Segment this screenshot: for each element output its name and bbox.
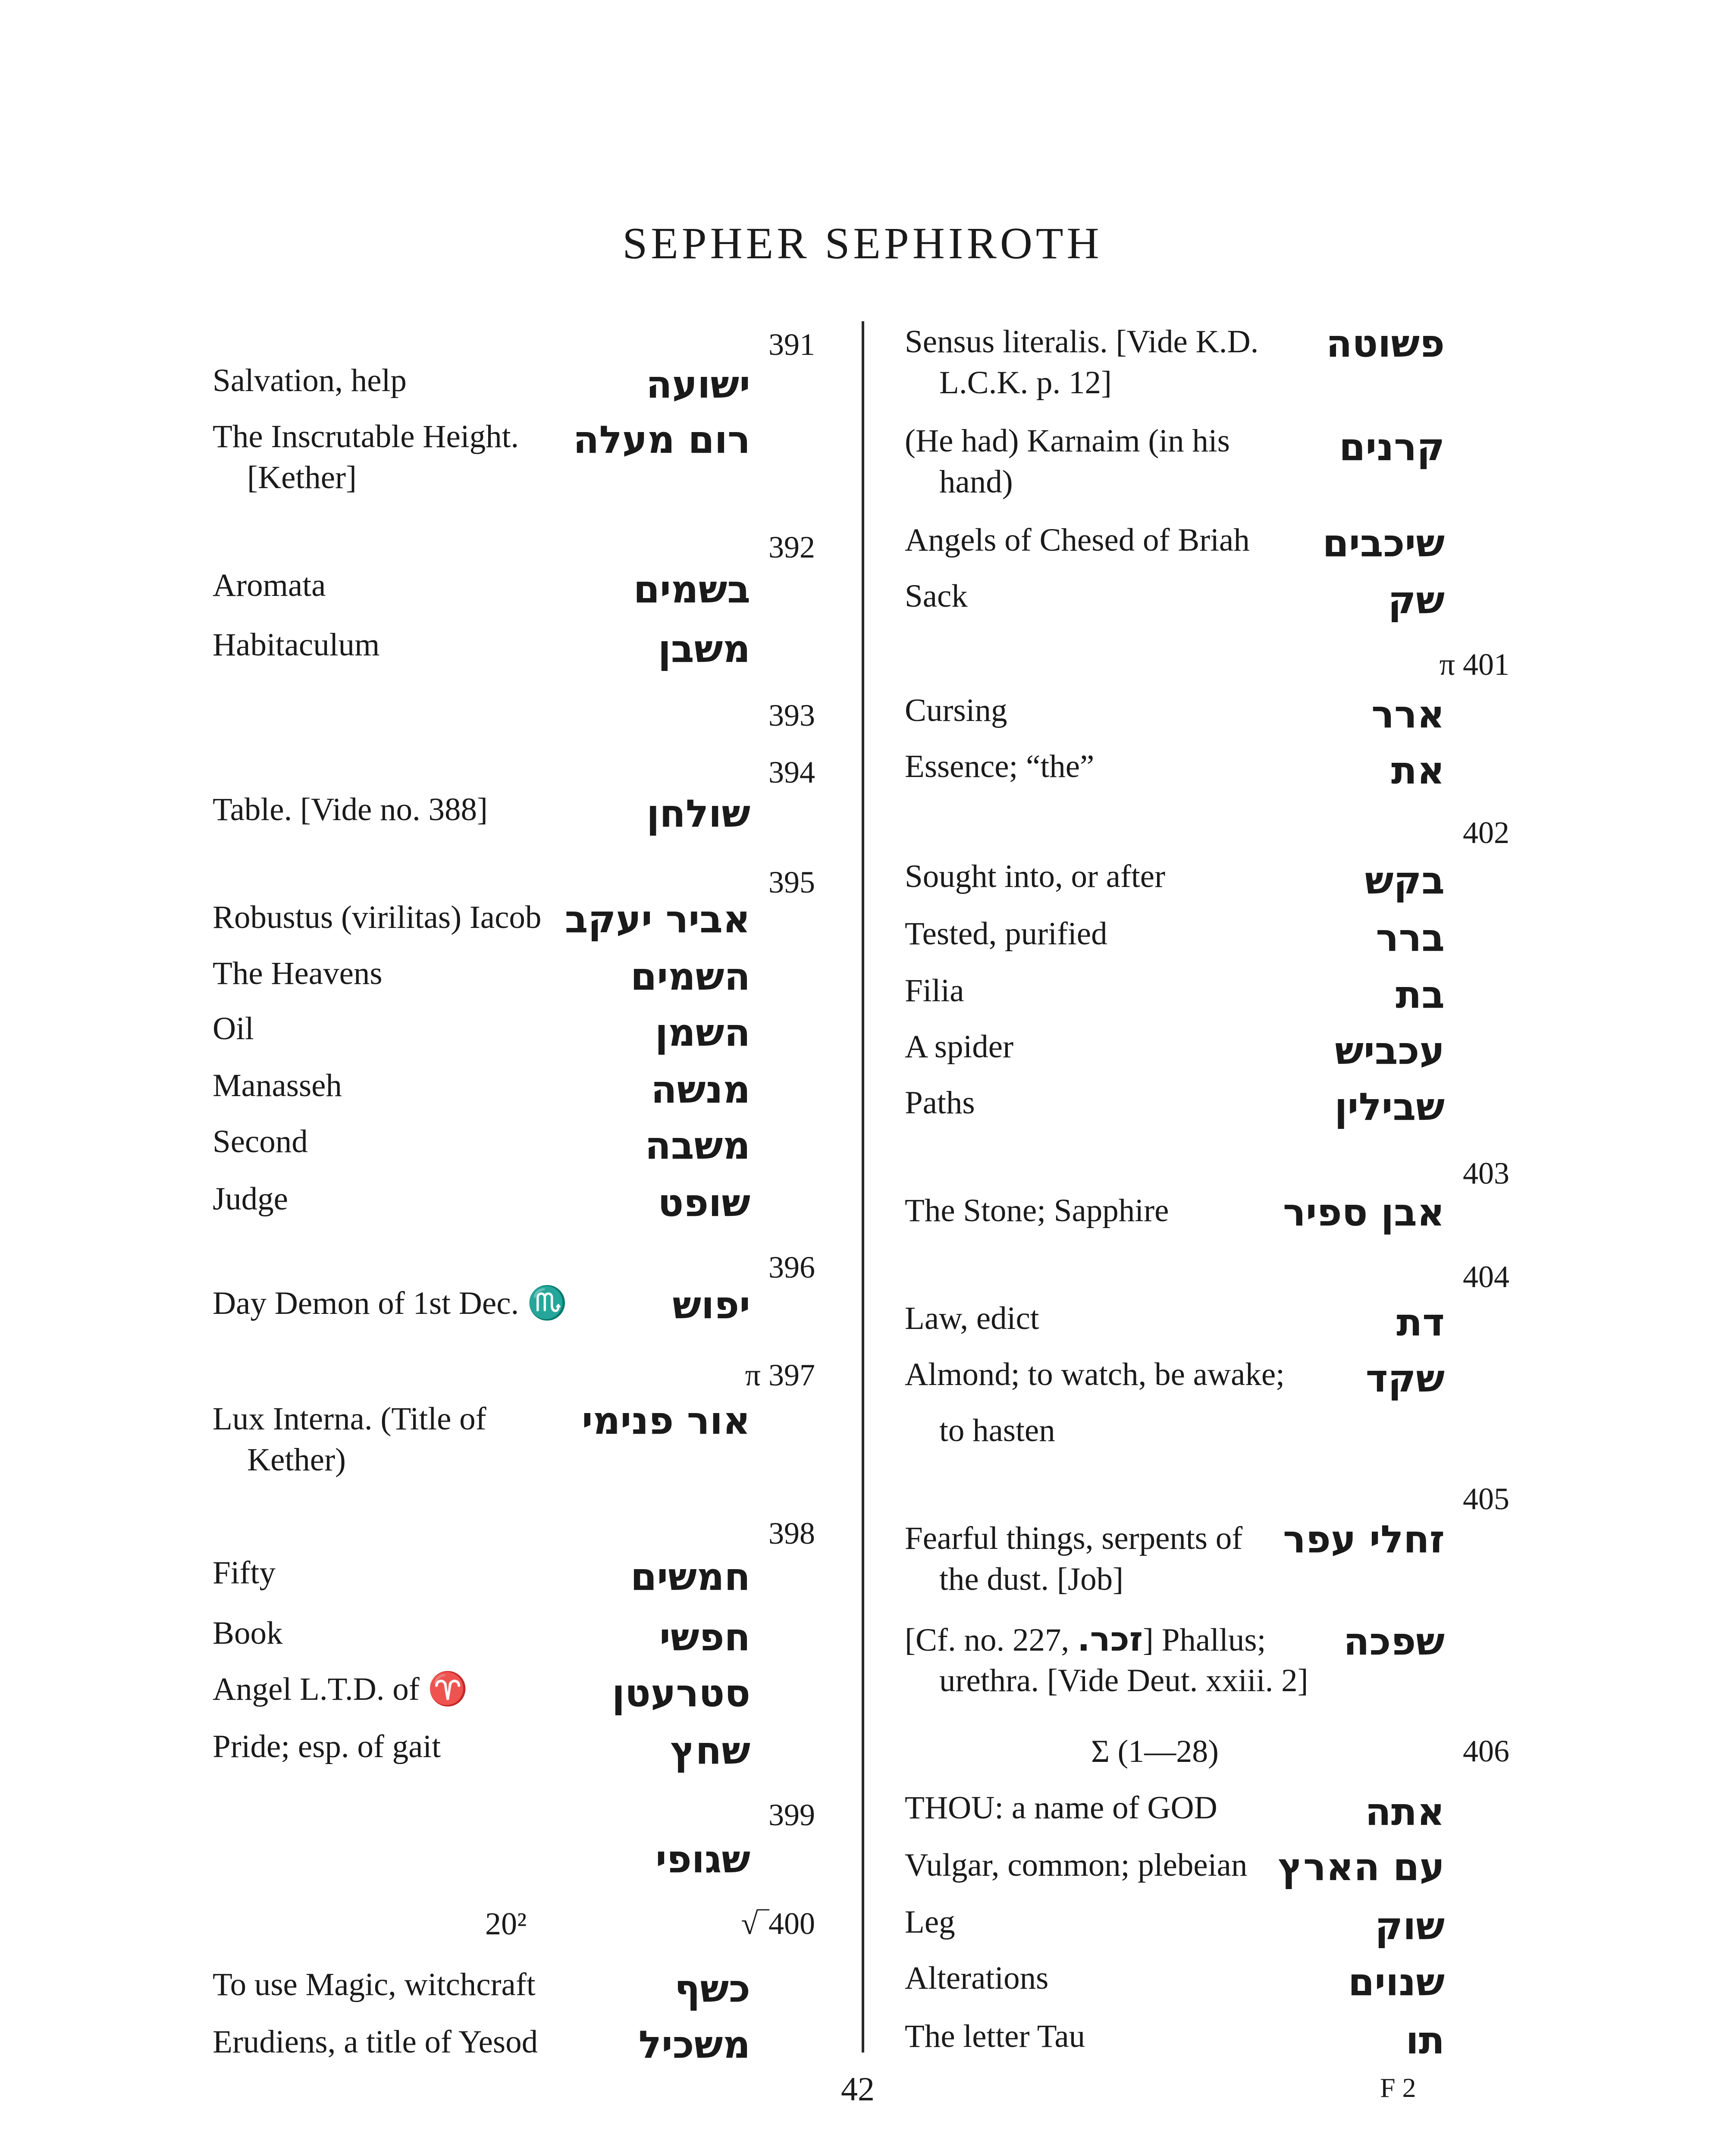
sigma-notation: Σ (1—28) — [1091, 1734, 1219, 1769]
hebrew-term: תו — [1405, 2018, 1445, 2062]
hebrew-term: מנשה — [651, 1067, 750, 1112]
hebrew-term: בת — [1396, 972, 1445, 1017]
entry-label: Sensus literalis. [Vide K.D. — [905, 324, 1259, 360]
hebrew-term: רום מעלה — [573, 417, 750, 462]
hebrew-term: שוק — [1375, 1904, 1445, 1948]
entry-label: Manasseh — [213, 1068, 342, 1103]
entry-number: π 397 — [745, 1358, 815, 1392]
entry-number: 404 — [1463, 1260, 1509, 1294]
hebrew-term: עכביש — [1335, 1028, 1445, 1073]
hebrew-term: אור פנימי — [581, 1398, 750, 1443]
square-notation: 20² — [485, 1906, 527, 1942]
entry-label: Table. [Vide no. 388] — [213, 792, 488, 827]
entry-number: 393 — [768, 698, 815, 733]
entry-number: 403 — [1463, 1156, 1509, 1191]
hebrew-inline-term: זכר. — [1077, 1620, 1143, 1659]
entry-label: Lux Interna. (Title of — [213, 1401, 486, 1437]
hebrew-term: קרנים — [1339, 425, 1445, 469]
entry-label: Pride; esp. of gait — [213, 1729, 441, 1764]
page-title: SEPHER SEPHIROTH — [622, 219, 1103, 268]
hebrew-term: אתה — [1365, 1789, 1445, 1834]
entry-label — [905, 1619, 1266, 1661]
hebrew-term: אבן ספיר — [1283, 1190, 1445, 1235]
hebrew-term: כשף — [674, 1966, 750, 2011]
entry-label-cont: to hasten — [939, 1413, 1055, 1448]
entry-label: Angel L.T.D. of ♈ — [213, 1671, 468, 1707]
hebrew-term: חמשים — [630, 1554, 750, 1599]
hebrew-term: חפשי — [659, 1615, 750, 1659]
hebrew-term: בקש — [1364, 858, 1445, 903]
hebrew-term: שקד — [1365, 1356, 1445, 1401]
entry-label: Paths — [905, 1085, 975, 1121]
entry-label: Salvation, help — [213, 363, 407, 398]
entry-number: 392 — [768, 530, 815, 564]
hebrew-term: יפוש — [672, 1283, 750, 1327]
column-divider — [862, 321, 864, 2053]
hebrew-term: שבילין — [1334, 1084, 1445, 1129]
entry-label: Habitaculum — [213, 627, 380, 663]
entry-label: Vulgar, common; plebeian — [905, 1847, 1248, 1883]
entry-label: Tested, purified — [905, 916, 1107, 952]
entry-label: Leg — [905, 1904, 955, 1940]
hebrew-term: פשוטה — [1326, 321, 1445, 366]
entry-number: 406 — [1463, 1734, 1509, 1768]
entry-label: The Inscrutable Height. — [213, 419, 519, 454]
entry-label: The letter Tau — [905, 2018, 1085, 2054]
entry-label: Fifty — [213, 1555, 276, 1591]
hebrew-term: דת — [1396, 1300, 1445, 1344]
entry-label: Judge — [213, 1181, 288, 1217]
entry-number: 394 — [768, 755, 815, 790]
entry-label: A spider — [905, 1029, 1014, 1065]
hebrew-term: אביר יעקב — [565, 897, 750, 941]
entry-label: Law, edict — [905, 1300, 1039, 1336]
hebrew-term: שופט — [658, 1181, 750, 1225]
entry-label-cont: urethra. [Vide Deut. xxiii. 2] — [939, 1663, 1308, 1698]
entry-label-cont: L.C.K. p. 12] — [939, 365, 1112, 401]
entry-label: Book — [213, 1615, 283, 1651]
entry-label: THOU: a name of GOD — [905, 1790, 1217, 1826]
hebrew-term: שיכבים — [1322, 521, 1445, 565]
entry-label: The Heavens — [213, 956, 383, 991]
entry-label: Aromata — [213, 567, 326, 603]
page-number: 42 — [841, 2070, 875, 2108]
hebrew-term: בשמים — [633, 567, 750, 611]
hebrew-term: ישועה — [646, 362, 750, 407]
entry-label: Sack — [905, 578, 968, 614]
hebrew-term: ארר — [1371, 692, 1445, 736]
hebrew-term: שחץ — [670, 1728, 750, 1773]
entry-number: 402 — [1463, 815, 1509, 850]
hebrew-term: שולחן — [646, 791, 750, 836]
hebrew-term: את — [1391, 748, 1445, 793]
entry-label: Filia — [905, 973, 964, 1009]
hebrew-term: ברר — [1376, 915, 1445, 960]
hebrew-term: השמים — [630, 954, 750, 999]
hebrew-term: זחלי עפר — [1283, 1517, 1445, 1561]
entry-label: Oil — [213, 1011, 254, 1047]
hebrew-term: משבן — [658, 627, 750, 671]
entry-label: Alterations — [905, 1960, 1049, 1996]
entry-label: The Stone; Sapphire — [905, 1193, 1169, 1228]
hebrew-term: השמן — [655, 1010, 750, 1055]
entry-label: Almond; to watch, be awake; — [905, 1357, 1285, 1392]
entry-label: Cursing — [905, 693, 1007, 728]
entry-label: Erudiens, a title of Yesod — [213, 2024, 538, 2060]
hebrew-term: שק — [1388, 578, 1445, 622]
entry-label-cont: [Kether] — [247, 460, 357, 495]
hebrew-term: שפכה — [1343, 1619, 1445, 1664]
hebrew-term: סטרעטן — [612, 1671, 750, 1715]
entry-number: 396 — [768, 1250, 815, 1285]
entry-number: 391 — [768, 327, 815, 362]
hebrew-term: משכיל — [638, 2022, 750, 2067]
entry-label: To use Magic, witchcraft — [213, 1967, 536, 2002]
hebrew-term: שנוים — [1348, 1960, 1445, 2004]
entry-number: 398 — [768, 1516, 815, 1551]
entry-label: Essence; “the” — [905, 749, 1095, 784]
hebrew-term: עם הארץ — [1278, 1845, 1445, 1889]
entry-number: 399 — [768, 1798, 815, 1832]
entry-label: Second — [213, 1124, 308, 1159]
entry-label: Fearful things, serpents of — [905, 1520, 1243, 1556]
entry-number: 395 — [768, 865, 815, 899]
entry-label-cont: hand) — [939, 464, 1013, 500]
entry-number: √‾400 — [741, 1906, 815, 1941]
entry-label: Sought into, or after — [905, 859, 1166, 894]
signature-mark: F 2 — [1380, 2072, 1416, 2103]
hebrew-term: משבה — [645, 1123, 750, 1168]
entry-label-part: ] Phallus; — [1143, 1622, 1266, 1658]
hebrew-term: שגופי — [655, 1837, 750, 1881]
entry-number: 405 — [1463, 1482, 1509, 1516]
entry-label-part: [Cf. no. 227, — [905, 1622, 1070, 1658]
entry-label: Angels of Chesed of Briah — [905, 522, 1250, 558]
entry-label: Day Demon of 1st Dec. ♏ — [213, 1285, 568, 1321]
entry-label: Robustus (virilitas) Iacob — [213, 899, 542, 935]
entry-label-cont: Kether) — [247, 1442, 346, 1478]
entry-label: (He had) Karnaim (in his — [905, 423, 1230, 459]
entry-label-cont: the dust. [Job] — [939, 1561, 1124, 1597]
entry-number: π 401 — [1439, 647, 1509, 682]
